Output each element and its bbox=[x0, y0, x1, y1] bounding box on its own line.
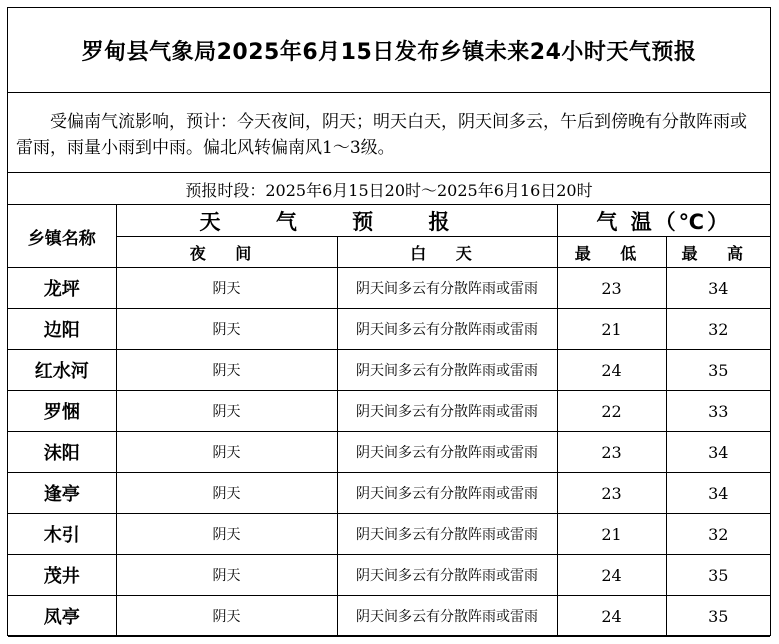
low-cell: 24 bbox=[557, 555, 666, 596]
night-cell: 阴天 bbox=[116, 350, 337, 391]
table-row bbox=[8, 473, 770, 514]
high-cell: 35 bbox=[666, 350, 770, 391]
night-cell: 阴天 bbox=[116, 596, 337, 637]
night-cell: 阴天 bbox=[116, 268, 337, 309]
day-cell: 阴天间多云有分散阵雨或雷雨 bbox=[337, 596, 557, 637]
low-cell: 23 bbox=[557, 432, 666, 473]
header-forecast: 天 气 预 报 bbox=[116, 205, 557, 237]
document-title: 罗甸县气象局2025年6月15日发布乡镇未来24小时天气预报 bbox=[8, 8, 770, 93]
night-cell: 阴天 bbox=[116, 473, 337, 514]
night-cell: 阴天 bbox=[116, 309, 337, 350]
header-temperature: 气 温（℃） bbox=[557, 205, 770, 237]
town-cell: 龙坪 bbox=[8, 268, 116, 309]
table-row bbox=[8, 268, 770, 309]
high-cell: 34 bbox=[666, 473, 770, 514]
day-cell: 阴天间多云有分散阵雨或雷雨 bbox=[337, 309, 557, 350]
day-cell: 阴天间多云有分散阵雨或雷雨 bbox=[337, 432, 557, 473]
day-cell: 阴天间多云有分散阵雨或雷雨 bbox=[337, 391, 557, 432]
high-cell: 35 bbox=[666, 555, 770, 596]
low-cell: 22 bbox=[557, 391, 666, 432]
night-cell: 阴天 bbox=[116, 514, 337, 555]
table-row bbox=[8, 350, 770, 391]
high-cell: 32 bbox=[666, 514, 770, 555]
header-low: 最 低 bbox=[557, 237, 666, 268]
high-cell: 34 bbox=[666, 268, 770, 309]
night-cell: 阴天 bbox=[116, 555, 337, 596]
forecast-summary: 受偏南气流影响，预计：今天夜间，阴天；明天白天，阴天间多云，午后到傍晚有分散阵雨或雷雨，雨量小雨到中雨。偏北风转偏南风1～3级。 bbox=[8, 93, 770, 173]
high-cell: 33 bbox=[666, 391, 770, 432]
low-cell: 23 bbox=[557, 473, 666, 514]
town-cell: 逢亭 bbox=[8, 473, 116, 514]
forecast-document bbox=[7, 7, 771, 636]
low-cell: 21 bbox=[557, 309, 666, 350]
town-cell: 沫阳 bbox=[8, 432, 116, 473]
town-cell: 茂井 bbox=[8, 555, 116, 596]
header-town: 乡镇名称 bbox=[8, 205, 116, 268]
day-cell: 阴天间多云有分散阵雨或雷雨 bbox=[337, 514, 557, 555]
day-cell: 阴天间多云有分散阵雨或雷雨 bbox=[337, 350, 557, 391]
low-cell: 21 bbox=[557, 514, 666, 555]
high-cell: 35 bbox=[666, 596, 770, 637]
low-cell: 24 bbox=[557, 596, 666, 637]
header-night: 夜 间 bbox=[116, 237, 337, 268]
town-cell: 红水河 bbox=[8, 350, 116, 391]
header-day: 白 天 bbox=[337, 237, 557, 268]
day-cell: 阴天间多云有分散阵雨或雷雨 bbox=[337, 555, 557, 596]
day-cell: 阴天间多云有分散阵雨或雷雨 bbox=[337, 473, 557, 514]
forecast-table bbox=[8, 205, 770, 637]
header-high: 最 高 bbox=[666, 237, 770, 268]
table-header-row-2 bbox=[8, 237, 770, 268]
town-cell: 罗悃 bbox=[8, 391, 116, 432]
night-cell: 阴天 bbox=[116, 432, 337, 473]
table-row bbox=[8, 309, 770, 350]
table-header-row-1 bbox=[8, 205, 770, 237]
high-cell: 34 bbox=[666, 432, 770, 473]
table-row bbox=[8, 555, 770, 596]
town-cell: 边阳 bbox=[8, 309, 116, 350]
table-row bbox=[8, 432, 770, 473]
table-row bbox=[8, 514, 770, 555]
night-cell: 阴天 bbox=[116, 391, 337, 432]
forecast-period: 预报时段：2025年6月15日20时～2025年6月16日20时 bbox=[8, 174, 770, 205]
table-row bbox=[8, 596, 770, 637]
high-cell: 32 bbox=[666, 309, 770, 350]
town-cell: 凤亭 bbox=[8, 596, 116, 637]
day-cell: 阴天间多云有分散阵雨或雷雨 bbox=[337, 268, 557, 309]
low-cell: 24 bbox=[557, 350, 666, 391]
town-cell: 木引 bbox=[8, 514, 116, 555]
table-row bbox=[8, 391, 770, 432]
low-cell: 23 bbox=[557, 268, 666, 309]
